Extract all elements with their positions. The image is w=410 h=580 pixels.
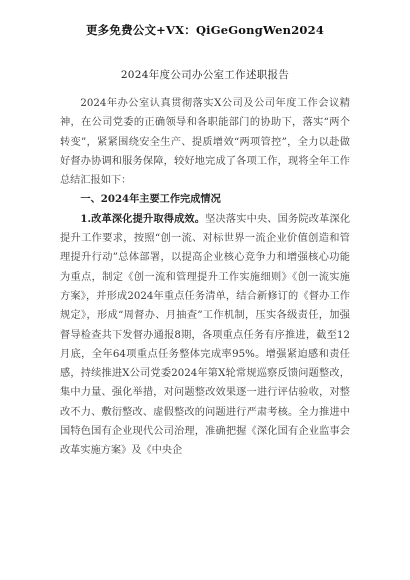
section-heading: 一、2024年主要工作完成情况	[80, 193, 221, 206]
watermark-text: 更多免费公文+VX：QiGeGongWen2024	[85, 23, 325, 37]
item-title: 1.改革深化提升取得成效。	[80, 212, 206, 225]
document-body	[60, 94, 350, 461]
item-body: 坚决落实中央、国务院改革深化提升工作要求，按照“创一流、对标世界一流企业价值创造和管理提升行动”总体部署，以提高企业核心竞争力和增强核心功能为重点，制定《创一流和管理提升工作实施细则》《创一流实施方案》，并形成2024年重点任务清单，结合新修订的《督办工作规定》，形成“周督办、月抽查”工作机制，压实各级责任，加强督导检查共下发督办通报8期，各项重点任务有序推进，截至12月底，全年64项重点任务整体完成率95%。增强紧迫感和责任感，持续推进X公司党委2024年第X轮常规巡察反馈问题整改，集中力量、强化举措，对问题整改效果逐一进行评估验收，对整改不力、敷衍整改、虚假整改的问题进行严肃考核。全力推进中国特色国有企业现代公司治理，准确把握《深化国有企业监事会改革实施方案》及《中央企	[60, 213, 351, 457]
item-paragraph	[60, 210, 350, 461]
intro-paragraph: 2024年办公室认真贯彻落实X公司及公司年度工作会议精神，在公司党委的正确领导和各职能部门的协助下，落实“两个转变”，紧紧围绕安全生产、提质增效“两项管控”，全力以赴做好督办协调和服务保障，较好地完成了各项工作，现将全年工作总结汇报如下：	[60, 98, 350, 187]
document-title: 2024年度公司办公室工作述职报告	[120, 69, 290, 81]
